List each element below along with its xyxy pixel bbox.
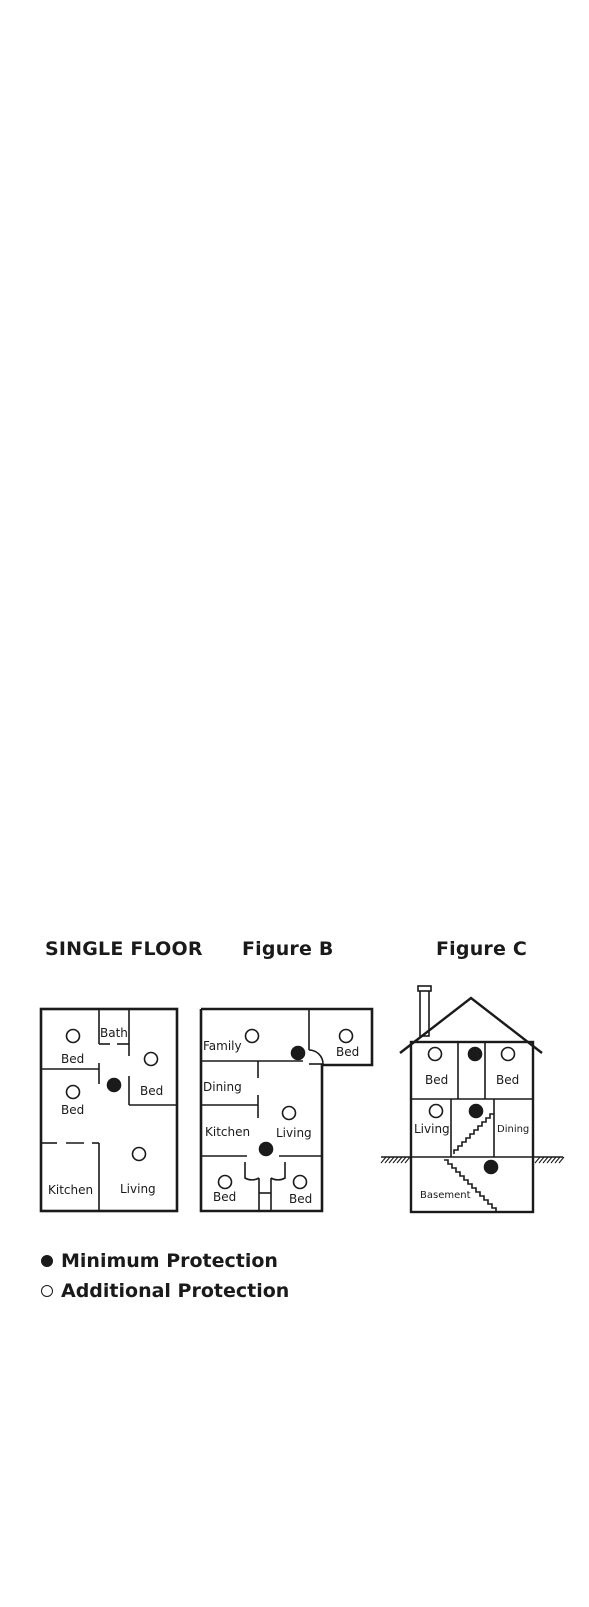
room-label-bed: Bed (496, 1073, 520, 1087)
additional-alarm-icon (430, 1105, 443, 1118)
room-label-bed: Bed (289, 1192, 313, 1206)
room-label-living: Living (120, 1182, 156, 1196)
additional-alarm-icon (219, 1176, 232, 1189)
additional-alarm-icon (67, 1086, 80, 1099)
additional-alarm-icon (145, 1053, 158, 1066)
minimum-alarm-icon (470, 1105, 483, 1118)
legend-additional (41, 1280, 289, 1302)
room-label-bed: Bed (213, 1190, 237, 1204)
open-circle-icon (41, 1285, 53, 1297)
room-label-dining: Dining (203, 1080, 242, 1094)
additional-alarm-icon (429, 1048, 442, 1061)
single-floor-heading: SINGLE FLOOR (45, 938, 203, 960)
additional-alarm-icon (340, 1030, 353, 1043)
figure-c-heading: Figure C (436, 938, 528, 960)
figure-c-labels (414, 1073, 529, 1201)
figure-c-house (381, 986, 564, 1212)
room-label-basement: Basement (420, 1190, 471, 1201)
minimum-alarm-icon (292, 1047, 305, 1060)
minimum-alarm-icon (469, 1048, 482, 1061)
room-label-kitchen: Kitchen (205, 1125, 251, 1139)
room-label-living: Living (276, 1126, 312, 1140)
room-label-bath: Bath (100, 1026, 128, 1040)
legend-minimum-label: Minimum Protection (61, 1250, 278, 1272)
room-label-kitchen: Kitchen (48, 1183, 94, 1197)
additional-alarm-icon (502, 1048, 515, 1061)
room-label-bed: Bed (61, 1103, 85, 1117)
additional-alarm-icon (67, 1030, 80, 1043)
additional-alarm-icon (133, 1148, 146, 1161)
single-floor-labels (48, 1026, 163, 1197)
minimum-alarm-icon (108, 1079, 121, 1092)
additional-alarm-icon (246, 1030, 259, 1043)
filled-circle-icon (41, 1255, 53, 1267)
room-label-family: Family (203, 1039, 242, 1053)
room-label-bed: Bed (425, 1073, 449, 1087)
minimum-alarm-icon (485, 1161, 498, 1174)
room-label-bed: Bed (336, 1045, 360, 1059)
room-label-bed: Bed (140, 1084, 164, 1098)
minimum-alarm-icon (260, 1143, 273, 1156)
figure-b-heading: Figure B (242, 938, 334, 960)
legend-minimum (41, 1250, 278, 1272)
chimney (420, 989, 429, 1036)
legend-additional-label: Additional Protection (61, 1280, 290, 1302)
additional-alarm-icon (294, 1176, 307, 1189)
room-label-bed: Bed (61, 1052, 85, 1066)
additional-alarm-icon (283, 1107, 296, 1120)
room-label-living: Living (414, 1122, 450, 1136)
room-label-dining: Dining (497, 1124, 530, 1135)
